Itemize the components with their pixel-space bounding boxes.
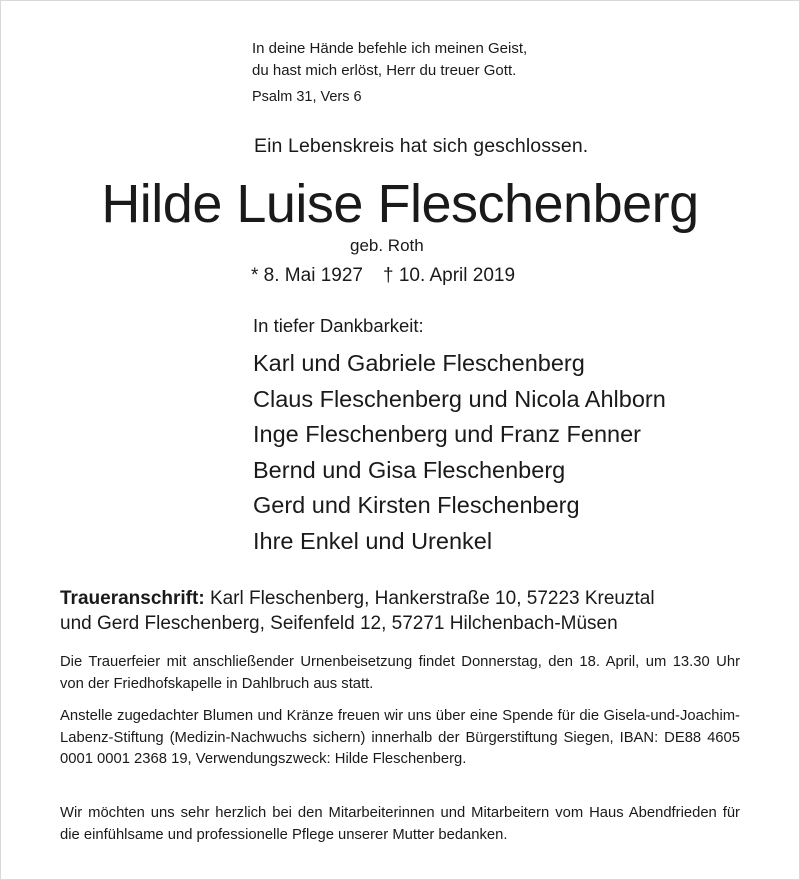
death-date: † 10. April 2019: [382, 265, 516, 286]
thanks-paragraph: Wir möchten uns sehr herzlich bei den Mitarbeiterinnen und Mitarbeitern vom Haus Abendfrieden für die einfühlsame und professionelle Pflege unserer Mutter bedanken.: [60, 805, 740, 843]
verse-line-2: du hast mich erlöst, Herr du treuer Gott.: [252, 62, 517, 79]
intro-line: Ein Lebenskreis hat sich geschlossen.: [254, 135, 589, 157]
address-line-1: [60, 586, 740, 611]
mourner-item: Karl und Gabriele Fleschenberg: [253, 350, 585, 376]
maiden-name: geb. Roth: [350, 236, 424, 255]
border-left: [0, 0, 1, 880]
mourner-item: Bernd und Gisa Fleschenberg: [253, 456, 566, 483]
verse-reference: Psalm 31, Vers 6: [252, 89, 362, 105]
mourners-list: [253, 346, 666, 559]
bible-verse: [252, 38, 527, 108]
verse-line-1: In deine Hände befehle ich meinen Geist,: [252, 40, 528, 57]
mourner-item: Claus Fleschenberg und Nicola Ahlborn: [253, 385, 666, 412]
border-top: [0, 0, 800, 1]
address-text-1: Karl Fleschenberg, Hankerstraße 10, 57223 Kreuztal: [209, 588, 655, 609]
service-paragraph: Die Trauerfeier mit anschließender Urnenbeisetzung findet Donnerstag, den 18. April, um 13.30 Uhr von der Friedhofskapelle in Dahlbruch aus statt.: [60, 654, 740, 692]
birth-date: * 8. Mai 1927: [251, 265, 363, 286]
gratitude-heading: In tiefer Dankbarkeit:: [253, 315, 424, 336]
life-dates: [251, 265, 515, 287]
mourner-item: Ihre Enkel und Urenkel: [253, 527, 493, 554]
deceased-name: Hilde Luise Fleschenberg: [101, 174, 699, 234]
mourning-address: [60, 586, 740, 636]
address-line-2: und Gerd Fleschenberg, Seifenfeld 12, 57271 Hilchenbach-Müsen: [60, 613, 618, 634]
donation-paragraph: Anstelle zugedachter Blumen und Kränze freuen wir uns über eine Spende für die Gisela-und-Joachim-Labenz-Stiftung (Medizin-Nachwuchs sichern) innerhalb der Bürgerstiftung Siegen, IBAN: DE88 4605 0001 0001 2368 19, Verwendungszweck: Hilde Fleschenberg.: [60, 708, 740, 767]
address-label: Traueranschrift:: [60, 588, 205, 609]
mourner-item: Inge Fleschenberg und Franz Fenner: [253, 421, 641, 447]
mourner-item: Gerd und Kirsten Fleschenberg: [253, 492, 580, 518]
